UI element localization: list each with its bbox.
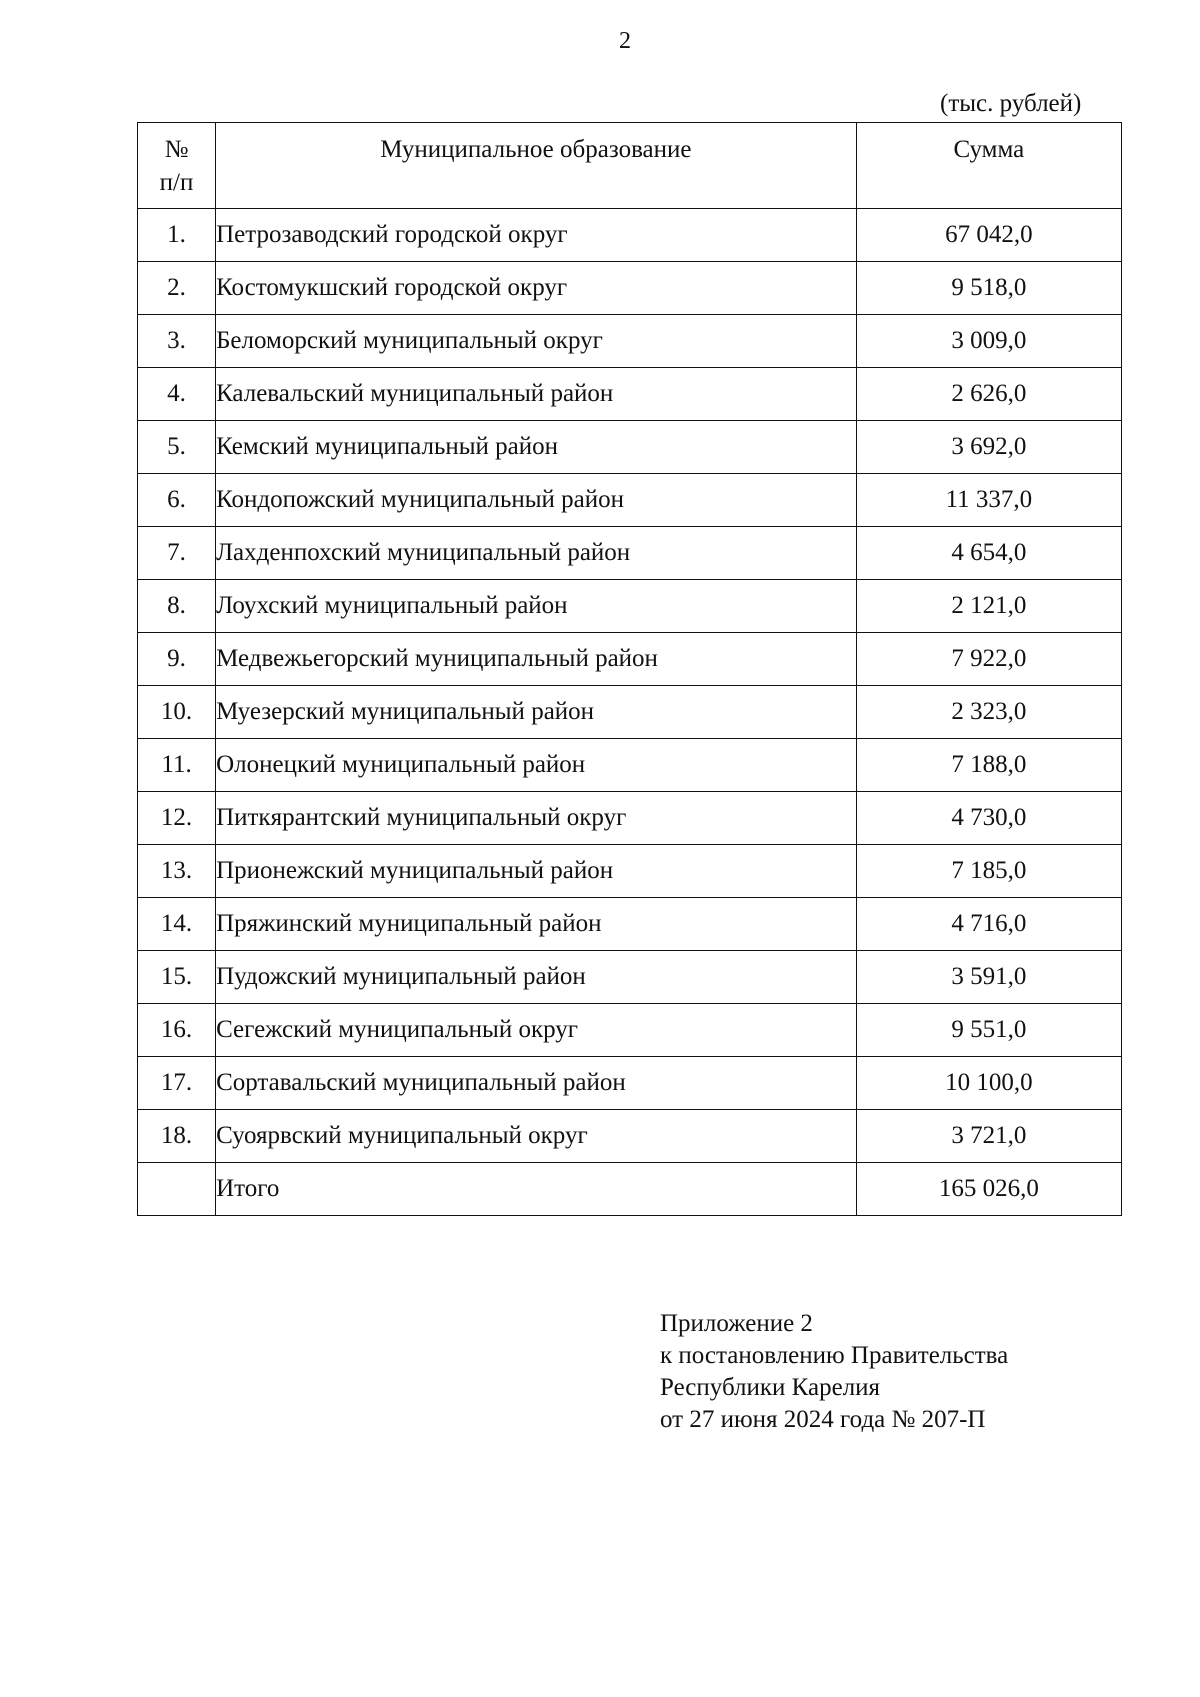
row-sum: 3 692,0 [856, 421, 1121, 474]
row-municipality: Суоярвский муниципальный округ [216, 1110, 857, 1163]
table-row [138, 368, 1122, 421]
table-row [138, 686, 1122, 739]
row-sum: 7 188,0 [856, 739, 1121, 792]
row-municipality: Пудожский муниципальный район [216, 951, 857, 1004]
row-municipality: Лахденпохский муниципальный район [216, 527, 857, 580]
row-number: 1. [138, 209, 216, 262]
appendix-line3: Республики Карелия [660, 1374, 881, 1401]
appendix-note [660, 1308, 1008, 1436]
table-header [138, 123, 1122, 209]
row-sum: 4 716,0 [856, 898, 1121, 951]
table-row [138, 1004, 1122, 1057]
table-row [138, 474, 1122, 527]
table-row [138, 1057, 1122, 1110]
allocation-table [137, 122, 1122, 1216]
row-sum: 3 591,0 [856, 951, 1121, 1004]
table-row [138, 527, 1122, 580]
row-number: 16. [138, 1004, 216, 1057]
row-municipality: Итого [216, 1163, 857, 1216]
row-municipality: Калевальский муниципальный район [216, 368, 857, 421]
row-municipality: Прионежский муниципальный район [216, 845, 857, 898]
row-sum: 10 100,0 [856, 1057, 1121, 1110]
row-number: 2. [138, 262, 216, 315]
table-row [138, 262, 1122, 315]
row-number: 7. [138, 527, 216, 580]
row-municipality: Костомукшский городской округ [216, 262, 857, 315]
header-municipality: Муниципальное образование [216, 123, 857, 209]
row-municipality: Лоухский муниципальный район [216, 580, 857, 633]
row-sum: 2 323,0 [856, 686, 1121, 739]
row-number: 10. [138, 686, 216, 739]
units-label: (тыс. рублей) [940, 90, 1082, 117]
table-row [138, 898, 1122, 951]
row-number [138, 1163, 216, 1216]
row-municipality: Муезерский муниципальный район [216, 686, 857, 739]
row-sum: 7 185,0 [856, 845, 1121, 898]
row-sum: 2 121,0 [856, 580, 1121, 633]
row-sum: 3 721,0 [856, 1110, 1121, 1163]
table-row [138, 633, 1122, 686]
row-number: 3. [138, 315, 216, 368]
header-number [138, 123, 216, 209]
table-row [138, 845, 1122, 898]
row-number: 11. [138, 739, 216, 792]
table-body [138, 209, 1122, 1216]
table-row [138, 739, 1122, 792]
table-row [138, 315, 1122, 368]
row-municipality: Олонецкий муниципальный район [216, 739, 857, 792]
header-row [138, 123, 1122, 209]
row-sum: 4 654,0 [856, 527, 1121, 580]
row-sum: 11 337,0 [856, 474, 1121, 527]
row-municipality: Беломорский муниципальный округ [216, 315, 857, 368]
row-number: 12. [138, 792, 216, 845]
row-municipality: Сортавальский муниципальный район [216, 1057, 857, 1110]
table-row [138, 951, 1122, 1004]
row-sum: 3 009,0 [856, 315, 1121, 368]
row-number: 18. [138, 1110, 216, 1163]
row-number: 14. [138, 898, 216, 951]
header-number-line1: № [164, 136, 189, 163]
table-row [138, 209, 1122, 262]
table-row [138, 1110, 1122, 1163]
row-number: 15. [138, 951, 216, 1004]
table-row [138, 421, 1122, 474]
row-municipality: Петрозаводский городской округ [216, 209, 857, 262]
table-row [138, 792, 1122, 845]
appendix-line4: от 27 июня 2024 года № 207-П [660, 1406, 986, 1433]
row-number: 5. [138, 421, 216, 474]
row-number: 17. [138, 1057, 216, 1110]
appendix-line2: к постановлению Правительства [660, 1342, 1009, 1369]
row-municipality: Питкярантский муниципальный округ [216, 792, 857, 845]
table-row [138, 580, 1122, 633]
row-municipality: Медвежьегорский муниципальный район [216, 633, 857, 686]
row-number: 8. [138, 580, 216, 633]
row-number: 13. [138, 845, 216, 898]
row-sum: 4 730,0 [856, 792, 1121, 845]
header-sum: Сумма [856, 123, 1121, 209]
table-total-row [138, 1163, 1122, 1216]
row-number: 6. [138, 474, 216, 527]
row-number: 4. [138, 368, 216, 421]
row-sum: 2 626,0 [856, 368, 1121, 421]
row-municipality: Сегежский муниципальный округ [216, 1004, 857, 1057]
header-number-line2: п/п [159, 169, 194, 196]
row-sum: 67 042,0 [856, 209, 1121, 262]
page-number: 2 [619, 28, 631, 54]
row-sum: 9 551,0 [856, 1004, 1121, 1057]
row-municipality: Пряжинский муниципальный район [216, 898, 857, 951]
row-municipality: Кондопожский муниципальный район [216, 474, 857, 527]
row-municipality: Кемский муниципальный район [216, 421, 857, 474]
row-sum: 7 922,0 [856, 633, 1121, 686]
row-sum: 9 518,0 [856, 262, 1121, 315]
appendix-title: Приложение 2 [660, 1310, 813, 1337]
row-sum: 165 026,0 [856, 1163, 1121, 1216]
row-number: 9. [138, 633, 216, 686]
